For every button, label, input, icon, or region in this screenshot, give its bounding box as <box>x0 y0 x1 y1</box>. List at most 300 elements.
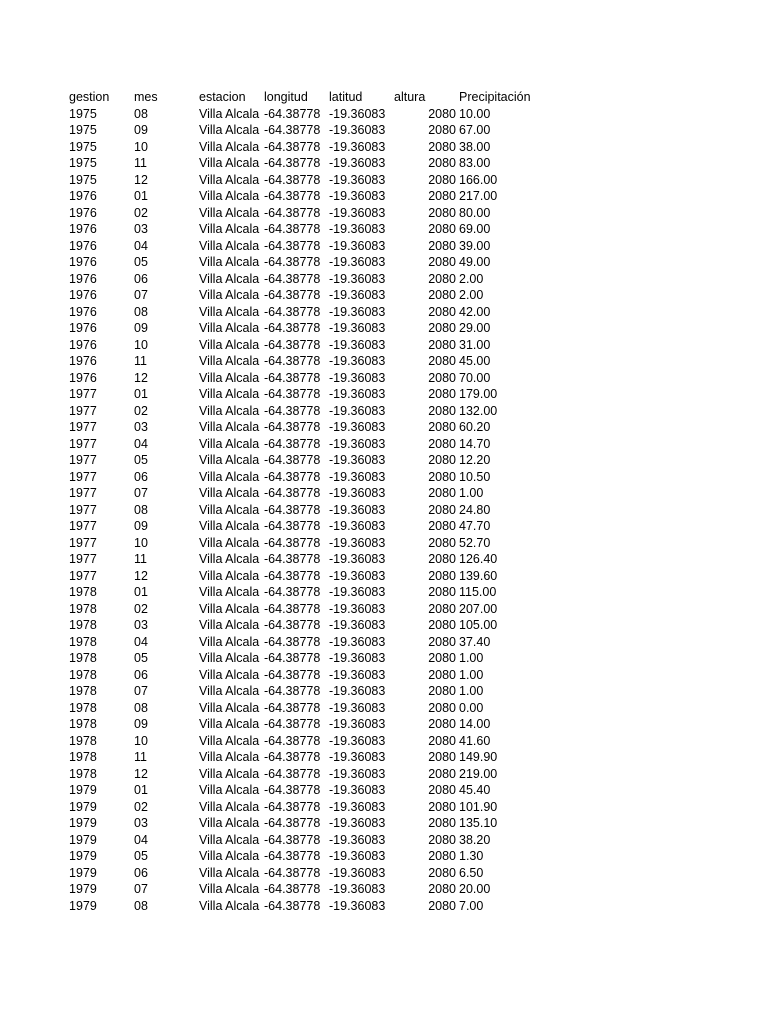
cell-gestion: 1978 <box>69 733 97 748</box>
cell-longitud: -64.38778 <box>264 717 321 731</box>
cell-gestion: 1979 <box>69 849 97 863</box>
table-row <box>69 403 549 420</box>
cell-estacion: Villa Alcala <box>199 420 260 434</box>
cell-estacion: Villa Alcala <box>199 601 260 616</box>
cell-precipitacion: 149.90 <box>459 750 498 764</box>
cell-estacion: Villa Alcala <box>199 799 260 814</box>
cell-altura: 2080 <box>428 420 456 434</box>
cell-gestion: 1977 <box>69 552 97 566</box>
cell-precipitacion: 135.10 <box>459 816 498 830</box>
table-row <box>69 584 549 601</box>
cell-precipitacion: 219.00 <box>459 766 498 781</box>
cell-mes: 08 <box>134 502 148 517</box>
header-longitud: longitud <box>264 90 308 104</box>
cell-latitud: -19.36083 <box>329 453 386 467</box>
cell-precipitacion: 14.70 <box>459 436 491 451</box>
cell-estacion: Villa Alcala <box>199 436 260 451</box>
cell-mes: 08 <box>134 898 148 913</box>
cell-longitud: -64.38778 <box>264 733 321 748</box>
cell-longitud: -64.38778 <box>264 568 321 583</box>
cell-latitud: -19.36083 <box>329 222 386 236</box>
cell-longitud: -64.38778 <box>264 106 321 121</box>
cell-altura: 2080 <box>428 304 456 319</box>
cell-latitud: -19.36083 <box>329 271 386 286</box>
table-row <box>69 287 549 304</box>
cell-gestion: 1978 <box>69 634 97 649</box>
cell-altura: 2080 <box>428 172 456 187</box>
cell-latitud: -19.36083 <box>329 469 386 484</box>
cell-latitud: -19.36083 <box>329 898 386 913</box>
cell-mes: 11 <box>134 552 147 566</box>
cell-mes: 10 <box>134 535 148 550</box>
cell-latitud: -19.36083 <box>329 205 386 220</box>
table-row <box>69 469 549 486</box>
cell-altura: 2080 <box>428 337 456 352</box>
cell-latitud: -19.36083 <box>329 717 386 731</box>
cell-gestion: 1978 <box>69 717 97 731</box>
cell-gestion: 1977 <box>69 502 97 517</box>
cell-gestion: 1978 <box>69 766 97 781</box>
cell-latitud: -19.36083 <box>329 387 386 401</box>
cell-latitud: -19.36083 <box>329 700 386 715</box>
cell-mes: 11 <box>134 354 147 368</box>
cell-estacion: Villa Alcala <box>199 189 260 203</box>
cell-estacion: Villa Alcala <box>199 354 260 368</box>
table-row <box>69 551 549 568</box>
cell-mes: 08 <box>134 106 148 121</box>
cell-estacion: Villa Alcala <box>199 370 260 385</box>
cell-precipitacion: 12.20 <box>459 453 491 467</box>
cell-longitud: -64.38778 <box>264 156 321 170</box>
cell-mes: 03 <box>134 222 148 236</box>
cell-gestion: 1977 <box>69 469 97 484</box>
cell-longitud: -64.38778 <box>264 205 321 220</box>
cell-gestion: 1978 <box>69 651 97 665</box>
cell-mes: 07 <box>134 288 148 302</box>
cell-mes: 04 <box>134 436 148 451</box>
cell-altura: 2080 <box>428 403 456 418</box>
cell-mes: 01 <box>134 189 148 203</box>
cell-latitud: -19.36083 <box>329 123 386 137</box>
cell-longitud: -64.38778 <box>264 865 321 880</box>
cell-altura: 2080 <box>428 106 456 121</box>
cell-estacion: Villa Alcala <box>199 172 260 187</box>
cell-longitud: -64.38778 <box>264 667 321 682</box>
cell-mes: 08 <box>134 700 148 715</box>
cell-gestion: 1978 <box>69 684 97 698</box>
table-row <box>69 436 549 453</box>
header-gestion: gestion <box>69 90 110 104</box>
table-row <box>69 271 549 288</box>
table-row <box>69 155 549 172</box>
cell-precipitacion: 126.40 <box>459 552 498 566</box>
cell-latitud: -19.36083 <box>329 865 386 880</box>
cell-latitud: -19.36083 <box>329 519 386 533</box>
cell-longitud: -64.38778 <box>264 502 321 517</box>
cell-latitud: -19.36083 <box>329 321 386 335</box>
cell-mes: 08 <box>134 304 148 319</box>
cell-estacion: Villa Alcala <box>199 337 260 352</box>
cell-gestion: 1979 <box>69 832 97 847</box>
cell-gestion: 1977 <box>69 436 97 451</box>
cell-mes: 09 <box>134 519 148 533</box>
table-row <box>69 386 549 403</box>
cell-mes: 01 <box>134 387 148 401</box>
table-row <box>69 782 549 799</box>
cell-precipitacion: 179.00 <box>459 387 498 401</box>
cell-estacion: Villa Alcala <box>199 205 260 220</box>
cell-longitud: -64.38778 <box>264 222 321 236</box>
cell-longitud: -64.38778 <box>264 898 321 913</box>
cell-altura: 2080 <box>428 288 456 302</box>
cell-latitud: -19.36083 <box>329 816 386 830</box>
cell-mes: 06 <box>134 271 148 286</box>
cell-latitud: -19.36083 <box>329 849 386 863</box>
cell-altura: 2080 <box>428 519 456 533</box>
cell-longitud: -64.38778 <box>264 288 321 302</box>
table-row <box>69 799 549 816</box>
cell-precipitacion: 42.00 <box>459 304 491 319</box>
cell-mes: 09 <box>134 321 148 335</box>
cell-mes: 04 <box>134 832 148 847</box>
cell-estacion: Villa Alcala <box>199 123 260 137</box>
cell-altura: 2080 <box>428 700 456 715</box>
cell-latitud: -19.36083 <box>329 189 386 203</box>
cell-estacion: Villa Alcala <box>199 898 260 913</box>
cell-mes: 10 <box>134 139 148 154</box>
cell-precipitacion: 47.70 <box>459 519 491 533</box>
cell-latitud: -19.36083 <box>329 354 386 368</box>
cell-precipitacion: 69.00 <box>459 222 491 236</box>
cell-precipitacion: 207.00 <box>459 601 498 616</box>
cell-altura: 2080 <box>428 766 456 781</box>
cell-estacion: Villa Alcala <box>199 766 260 781</box>
cell-longitud: -64.38778 <box>264 172 321 187</box>
cell-estacion: Villa Alcala <box>199 156 260 170</box>
cell-altura: 2080 <box>428 238 456 253</box>
cell-precipitacion: 39.00 <box>459 238 491 253</box>
cell-gestion: 1978 <box>69 585 97 599</box>
cell-longitud: -64.38778 <box>264 750 321 764</box>
cell-mes: 03 <box>134 816 148 830</box>
cell-latitud: -19.36083 <box>329 651 386 665</box>
cell-longitud: -64.38778 <box>264 684 321 698</box>
cell-latitud: -19.36083 <box>329 403 386 418</box>
cell-altura: 2080 <box>428 123 456 137</box>
table-row <box>69 881 549 898</box>
cell-longitud: -64.38778 <box>264 486 321 500</box>
cell-altura: 2080 <box>428 585 456 599</box>
table-row <box>69 172 549 189</box>
cell-precipitacion: 38.20 <box>459 832 491 847</box>
cell-precipitacion: 217.00 <box>459 189 498 203</box>
cell-mes: 06 <box>134 667 148 682</box>
cell-mes: 04 <box>134 634 148 649</box>
cell-altura: 2080 <box>428 453 456 467</box>
cell-mes: 02 <box>134 601 148 616</box>
cell-estacion: Villa Alcala <box>199 403 260 418</box>
cell-precipitacion: 45.40 <box>459 783 491 797</box>
cell-longitud: -64.38778 <box>264 238 321 253</box>
cell-estacion: Villa Alcala <box>199 255 260 269</box>
cell-altura: 2080 <box>428 222 456 236</box>
cell-precipitacion: 31.00 <box>459 337 491 352</box>
cell-precipitacion: 38.00 <box>459 139 491 154</box>
cell-mes: 07 <box>134 486 148 500</box>
cell-gestion: 1978 <box>69 601 97 616</box>
table-row <box>69 188 549 205</box>
cell-estacion: Villa Alcala <box>199 733 260 748</box>
cell-altura: 2080 <box>428 865 456 880</box>
cell-longitud: -64.38778 <box>264 552 321 566</box>
header-precipitacion: Precipitación <box>459 90 531 104</box>
cell-latitud: -19.36083 <box>329 684 386 698</box>
cell-gestion: 1979 <box>69 882 97 896</box>
table-row <box>69 749 549 766</box>
cell-estacion: Villa Alcala <box>199 552 260 566</box>
cell-precipitacion: 24.80 <box>459 502 491 517</box>
table-row <box>69 815 549 832</box>
cell-estacion: Villa Alcala <box>199 535 260 550</box>
cell-altura: 2080 <box>428 156 456 170</box>
cell-precipitacion: 0.00 <box>459 700 484 715</box>
cell-estacion: Villa Alcala <box>199 832 260 847</box>
cell-latitud: -19.36083 <box>329 667 386 682</box>
cell-mes: 10 <box>134 733 148 748</box>
cell-estacion: Villa Alcala <box>199 321 260 335</box>
cell-precipitacion: 83.00 <box>459 156 491 170</box>
cell-altura: 2080 <box>428 816 456 830</box>
cell-latitud: -19.36083 <box>329 255 386 269</box>
table-row <box>69 832 549 849</box>
cell-longitud: -64.38778 <box>264 882 321 896</box>
cell-estacion: Villa Alcala <box>199 634 260 649</box>
table-row <box>69 238 549 255</box>
table-row <box>69 370 549 387</box>
cell-estacion: Villa Alcala <box>199 139 260 154</box>
cell-precipitacion: 20.00 <box>459 882 491 896</box>
cell-estacion: Villa Alcala <box>199 585 260 599</box>
cell-altura: 2080 <box>428 634 456 649</box>
cell-mes: 01 <box>134 783 148 797</box>
cell-latitud: -19.36083 <box>329 634 386 649</box>
cell-estacion: Villa Alcala <box>199 453 260 467</box>
cell-mes: 09 <box>134 717 148 731</box>
cell-gestion: 1976 <box>69 337 97 352</box>
cell-estacion: Villa Alcala <box>199 667 260 682</box>
cell-mes: 03 <box>134 420 148 434</box>
cell-estacion: Villa Alcala <box>199 865 260 880</box>
table-row <box>69 617 549 634</box>
cell-altura: 2080 <box>428 684 456 698</box>
cell-mes: 04 <box>134 238 148 253</box>
cell-latitud: -19.36083 <box>329 618 386 632</box>
cell-mes: 11 <box>134 156 147 170</box>
cell-gestion: 1975 <box>69 106 97 121</box>
table-row <box>69 568 549 585</box>
table-row <box>69 320 549 337</box>
cell-altura: 2080 <box>428 618 456 632</box>
cell-gestion: 1976 <box>69 321 97 335</box>
cell-precipitacion: 1.00 <box>459 684 484 698</box>
cell-gestion: 1977 <box>69 387 97 401</box>
table-row <box>69 337 549 354</box>
cell-mes: 06 <box>134 865 148 880</box>
cell-gestion: 1977 <box>69 486 97 500</box>
cell-precipitacion: 37.40 <box>459 634 491 649</box>
cell-estacion: Villa Alcala <box>199 502 260 517</box>
cell-mes: 05 <box>134 453 148 467</box>
cell-latitud: -19.36083 <box>329 288 386 302</box>
cell-altura: 2080 <box>428 502 456 517</box>
cell-latitud: -19.36083 <box>329 502 386 517</box>
cell-altura: 2080 <box>428 717 456 731</box>
table-row <box>69 122 549 139</box>
cell-precipitacion: 49.00 <box>459 255 491 269</box>
cell-altura: 2080 <box>428 321 456 335</box>
table-row <box>69 518 549 535</box>
cell-precipitacion: 80.00 <box>459 205 491 220</box>
cell-gestion: 1977 <box>69 535 97 550</box>
cell-mes: 05 <box>134 651 148 665</box>
cell-precipitacion: 60.20 <box>459 420 491 434</box>
cell-altura: 2080 <box>428 255 456 269</box>
cell-longitud: -64.38778 <box>264 255 321 269</box>
cell-latitud: -19.36083 <box>329 783 386 797</box>
header-altura: altura <box>394 90 426 104</box>
cell-gestion: 1976 <box>69 222 97 236</box>
cell-mes: 01 <box>134 585 148 599</box>
cell-longitud: -64.38778 <box>264 799 321 814</box>
cell-latitud: -19.36083 <box>329 750 386 764</box>
cell-altura: 2080 <box>428 651 456 665</box>
cell-longitud: -64.38778 <box>264 370 321 385</box>
cell-estacion: Villa Alcala <box>199 849 260 863</box>
cell-altura: 2080 <box>428 783 456 797</box>
cell-precipitacion: 10.00 <box>459 106 491 121</box>
cell-gestion: 1976 <box>69 304 97 319</box>
cell-gestion: 1977 <box>69 420 97 434</box>
cell-latitud: -19.36083 <box>329 601 386 616</box>
cell-precipitacion: 1.00 <box>459 667 484 682</box>
cell-gestion: 1976 <box>69 189 97 203</box>
cell-longitud: -64.38778 <box>264 618 321 632</box>
cell-latitud: -19.36083 <box>329 172 386 187</box>
cell-altura: 2080 <box>428 733 456 748</box>
header-mes: mes <box>134 90 158 104</box>
cell-altura: 2080 <box>428 271 456 286</box>
table-row <box>69 502 549 519</box>
cell-altura: 2080 <box>428 552 456 566</box>
cell-precipitacion: 101.90 <box>459 799 498 814</box>
cell-latitud: -19.36083 <box>329 733 386 748</box>
cell-latitud: -19.36083 <box>329 799 386 814</box>
cell-precipitacion: 2.00 <box>459 288 484 302</box>
cell-altura: 2080 <box>428 189 456 203</box>
cell-gestion: 1976 <box>69 288 97 302</box>
header-latitud: latitud <box>329 90 363 104</box>
cell-estacion: Villa Alcala <box>199 271 260 286</box>
cell-gestion: 1978 <box>69 700 97 715</box>
cell-gestion: 1979 <box>69 816 97 830</box>
cell-precipitacion: 166.00 <box>459 172 498 187</box>
table-row <box>69 485 549 502</box>
cell-altura: 2080 <box>428 750 456 764</box>
cell-gestion: 1978 <box>69 750 97 764</box>
cell-longitud: -64.38778 <box>264 585 321 599</box>
cell-gestion: 1977 <box>69 403 97 418</box>
cell-mes: 03 <box>134 618 148 632</box>
cell-latitud: -19.36083 <box>329 436 386 451</box>
cell-gestion: 1976 <box>69 354 97 368</box>
cell-altura: 2080 <box>428 882 456 896</box>
cell-precipitacion: 6.50 <box>459 865 484 880</box>
cell-latitud: -19.36083 <box>329 832 386 847</box>
cell-precipitacion: 115.00 <box>459 585 497 599</box>
table-row <box>69 667 549 684</box>
cell-gestion: 1976 <box>69 238 97 253</box>
cell-estacion: Villa Alcala <box>199 618 260 632</box>
cell-altura: 2080 <box>428 832 456 847</box>
cell-estacion: Villa Alcala <box>199 469 260 484</box>
cell-gestion: 1979 <box>69 799 97 814</box>
table-row <box>69 304 549 321</box>
cell-precipitacion: 139.60 <box>459 568 498 583</box>
cell-estacion: Villa Alcala <box>199 717 260 731</box>
cell-mes: 05 <box>134 255 148 269</box>
cell-estacion: Villa Alcala <box>199 750 260 764</box>
cell-latitud: -19.36083 <box>329 304 386 319</box>
cell-altura: 2080 <box>428 799 456 814</box>
cell-longitud: -64.38778 <box>264 783 321 797</box>
cell-estacion: Villa Alcala <box>199 568 260 583</box>
cell-gestion: 1977 <box>69 519 97 533</box>
cell-longitud: -64.38778 <box>264 304 321 319</box>
cell-altura: 2080 <box>428 601 456 616</box>
cell-gestion: 1975 <box>69 156 97 170</box>
cell-mes: 02 <box>134 205 148 220</box>
table-body <box>69 106 549 915</box>
cell-latitud: -19.36083 <box>329 139 386 154</box>
table-row <box>69 452 549 469</box>
cell-longitud: -64.38778 <box>264 321 321 335</box>
table-row <box>69 106 549 123</box>
cell-precipitacion: 29.00 <box>459 321 491 335</box>
cell-altura: 2080 <box>428 849 456 863</box>
cell-precipitacion: 41.60 <box>459 733 491 748</box>
cell-latitud: -19.36083 <box>329 568 386 583</box>
cell-estacion: Villa Alcala <box>199 387 260 401</box>
cell-mes: 12 <box>134 370 148 385</box>
cell-mes: 12 <box>134 766 148 781</box>
cell-precipitacion: 7.00 <box>459 898 484 913</box>
cell-precipitacion: 1.30 <box>459 849 484 863</box>
cell-latitud: -19.36083 <box>329 420 386 434</box>
table-row <box>69 766 549 783</box>
cell-mes: 10 <box>134 337 148 352</box>
cell-longitud: -64.38778 <box>264 634 321 649</box>
cell-altura: 2080 <box>428 898 456 913</box>
cell-longitud: -64.38778 <box>264 189 321 203</box>
cell-precipitacion: 70.00 <box>459 370 491 385</box>
cell-mes: 02 <box>134 799 148 814</box>
table-row <box>69 353 549 370</box>
table-row <box>69 139 549 156</box>
cell-gestion: 1977 <box>69 568 97 583</box>
cell-gestion: 1979 <box>69 865 97 880</box>
cell-precipitacion: 132.00 <box>459 403 498 418</box>
cell-altura: 2080 <box>428 354 456 368</box>
